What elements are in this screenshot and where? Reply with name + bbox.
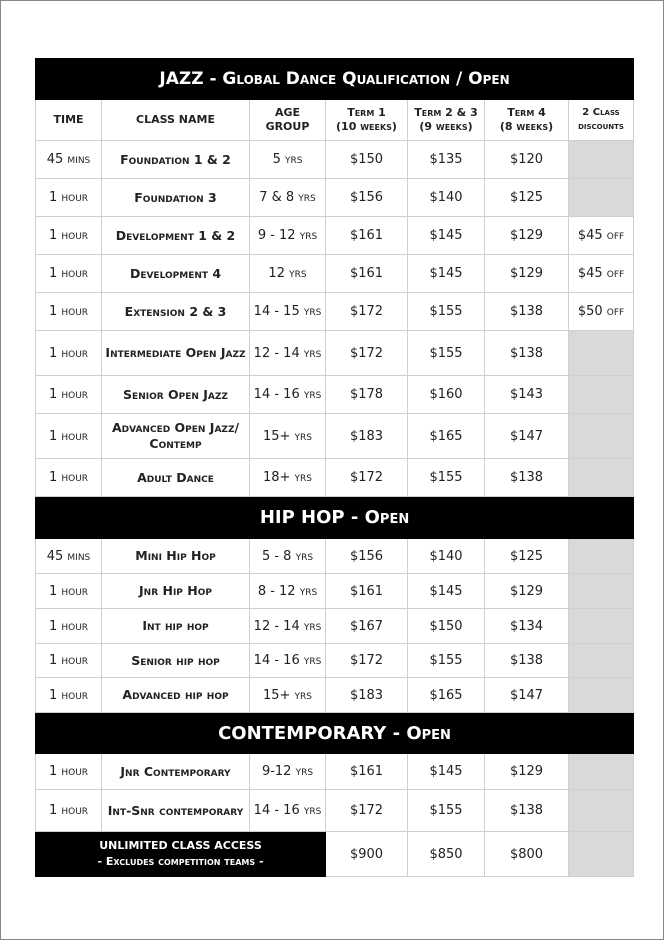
discount-value: $50 off	[569, 293, 634, 331]
class-row	[36, 414, 634, 459]
price-term1: $183	[326, 678, 408, 713]
unlimited-label-cell	[36, 832, 326, 877]
price-term1: $172	[326, 331, 408, 376]
class-row	[36, 293, 634, 331]
price-term23: $155	[408, 331, 485, 376]
price-term1: $183	[326, 414, 408, 459]
discount-empty	[569, 539, 634, 574]
header-term4-label: Term 4	[507, 106, 546, 119]
jazz-section-header	[36, 59, 634, 100]
class-name: Foundation 3	[102, 179, 250, 217]
price-term23: $165	[408, 678, 485, 713]
price-term1: $161	[326, 217, 408, 255]
class-name: Advanced Open Jazz/ Contemp	[102, 414, 250, 459]
price-term23: $155	[408, 790, 485, 832]
header-term23-label: Term 2 & 3	[414, 106, 478, 119]
class-name: Development 4	[102, 255, 250, 293]
class-time: 1 hour	[36, 331, 102, 376]
price-term23: $150	[408, 609, 485, 644]
class-row	[36, 574, 634, 609]
discount-empty	[569, 754, 634, 790]
price-term1: $172	[326, 644, 408, 678]
class-time: 1 hour	[36, 414, 102, 459]
class-name: Foundation 1 & 2	[102, 141, 250, 179]
unlimited-label: UNLIMITED CLASS ACCESS	[99, 839, 262, 852]
class-row	[36, 217, 634, 255]
unlimited-note: - Excludes competition teams -	[97, 855, 264, 868]
discount-empty	[569, 832, 634, 877]
discount-empty	[569, 574, 634, 609]
price-term4: $143	[485, 376, 569, 414]
class-time: 1 hour	[36, 574, 102, 609]
class-time: 1 hour	[36, 754, 102, 790]
price-term23: $145	[408, 754, 485, 790]
price-term23: $145	[408, 217, 485, 255]
class-age-group: 18+ yrs	[250, 459, 326, 497]
discount-empty	[569, 414, 634, 459]
class-time: 45 mins	[36, 539, 102, 574]
class-row	[36, 141, 634, 179]
unlimited-term4: $800	[485, 832, 569, 877]
header-discounts-label: 2 Class	[582, 107, 620, 118]
price-term1: $161	[326, 574, 408, 609]
class-time: 1 hour	[36, 293, 102, 331]
price-term4: $129	[485, 754, 569, 790]
header-class-name: CLASS NAME	[102, 100, 250, 141]
class-time: 1 hour	[36, 609, 102, 644]
price-term23: $145	[408, 574, 485, 609]
class-age-group: 14 - 16 yrs	[250, 644, 326, 678]
price-term1: $167	[326, 609, 408, 644]
class-row	[36, 459, 634, 497]
class-name: Int hip hop	[102, 609, 250, 644]
class-row	[36, 539, 634, 574]
price-term4: $147	[485, 414, 569, 459]
discount-empty	[569, 790, 634, 832]
price-term1: $172	[326, 293, 408, 331]
price-term4: $138	[485, 459, 569, 497]
price-term1: $161	[326, 754, 408, 790]
price-term4: $125	[485, 179, 569, 217]
class-row	[36, 644, 634, 678]
class-age-group: 9-12 yrs	[250, 754, 326, 790]
header-term4	[485, 100, 569, 141]
jazz-title: JAZZ - Global Dance Qualification / Open	[36, 59, 634, 100]
class-name: Jnr Contemporary	[102, 754, 250, 790]
class-time: 45 mins	[36, 141, 102, 179]
discount-empty	[569, 141, 634, 179]
class-name: Adult Dance	[102, 459, 250, 497]
price-term4: $129	[485, 574, 569, 609]
price-term4: $125	[485, 539, 569, 574]
class-age-group: 12 - 14 yrs	[250, 609, 326, 644]
class-name: Jnr Hip Hop	[102, 574, 250, 609]
class-time: 1 hour	[36, 644, 102, 678]
price-term23: $165	[408, 414, 485, 459]
price-term23: $140	[408, 539, 485, 574]
price-term1: $161	[326, 255, 408, 293]
class-age-group: 14 - 16 yrs	[250, 376, 326, 414]
discount-empty	[569, 459, 634, 497]
class-row	[36, 754, 634, 790]
class-name: Int-Snr contemporary	[102, 790, 250, 832]
class-row	[36, 609, 634, 644]
class-age-group: 15+ yrs	[250, 414, 326, 459]
price-term1: $172	[326, 459, 408, 497]
class-age-group: 15+ yrs	[250, 678, 326, 713]
header-term23-weeks: (9 weeks)	[419, 120, 473, 133]
price-term4: $134	[485, 609, 569, 644]
class-time: 1 hour	[36, 678, 102, 713]
class-time: 1 hour	[36, 255, 102, 293]
price-term23: $145	[408, 255, 485, 293]
class-row	[36, 376, 634, 414]
header-age-group: AGE GROUP	[250, 100, 326, 141]
class-name: Extension 2 & 3	[102, 293, 250, 331]
price-term1: $178	[326, 376, 408, 414]
class-row	[36, 790, 634, 832]
class-row	[36, 331, 634, 376]
class-row	[36, 179, 634, 217]
price-term1: $156	[326, 179, 408, 217]
class-age-group: 5 - 8 yrs	[250, 539, 326, 574]
hiphop-section-title: HIP HOP - Open	[36, 497, 634, 539]
column-header-row	[36, 100, 634, 141]
class-time: 1 hour	[36, 217, 102, 255]
discount-empty	[569, 678, 634, 713]
price-term23: $155	[408, 293, 485, 331]
price-term4: $147	[485, 678, 569, 713]
hiphop-section-header	[36, 497, 634, 539]
price-term23: $160	[408, 376, 485, 414]
price-term23: $155	[408, 644, 485, 678]
header-term23	[408, 100, 485, 141]
price-term4: $129	[485, 255, 569, 293]
header-term1-weeks: (10 weeks)	[336, 120, 397, 133]
class-age-group: 9 - 12 yrs	[250, 217, 326, 255]
class-age-group: 5 yrs	[250, 141, 326, 179]
class-age-group: 14 - 16 yrs	[250, 790, 326, 832]
discount-empty	[569, 179, 634, 217]
discount-value: $45 off	[569, 217, 634, 255]
price-term4: $138	[485, 644, 569, 678]
header-discounts	[569, 100, 634, 141]
class-time: 1 hour	[36, 790, 102, 832]
discount-empty	[569, 376, 634, 414]
price-term4: $129	[485, 217, 569, 255]
class-name: Intermediate Open Jazz	[102, 331, 250, 376]
discount-empty	[569, 644, 634, 678]
class-name: Senior Open Jazz	[102, 376, 250, 414]
unlimited-row	[36, 832, 634, 877]
price-term4: $138	[485, 293, 569, 331]
price-term1: $150	[326, 141, 408, 179]
header-term4-weeks: (8 weeks)	[499, 120, 554, 133]
class-time: 1 hour	[36, 376, 102, 414]
contemporary-section-header	[36, 713, 634, 754]
price-term23: $135	[408, 141, 485, 179]
unlimited-term23: $850	[408, 832, 485, 877]
class-age-group: 14 - 15 yrs	[250, 293, 326, 331]
class-time: 1 hour	[36, 179, 102, 217]
discount-empty	[569, 331, 634, 376]
discount-value: $45 off	[569, 255, 634, 293]
class-age-group: 8 - 12 yrs	[250, 574, 326, 609]
price-term1: $156	[326, 539, 408, 574]
price-term4: $120	[485, 141, 569, 179]
price-table	[35, 58, 634, 877]
class-row	[36, 255, 634, 293]
class-row	[36, 678, 634, 713]
contemporary-section-title: CONTEMPORARY - Open	[36, 713, 634, 754]
class-name: Senior hip hop	[102, 644, 250, 678]
discount-empty	[569, 609, 634, 644]
price-term23: $155	[408, 459, 485, 497]
class-name: Mini Hip Hop	[102, 539, 250, 574]
header-time: TIME	[36, 100, 102, 141]
price-term1: $172	[326, 790, 408, 832]
price-term4: $138	[485, 790, 569, 832]
header-term1	[326, 100, 408, 141]
unlimited-term1: $900	[326, 832, 408, 877]
class-name: Development 1 & 2	[102, 217, 250, 255]
class-time: 1 hour	[36, 459, 102, 497]
class-age-group: 12 yrs	[250, 255, 326, 293]
header-term1-label: Term 1	[347, 106, 386, 119]
price-term4: $138	[485, 331, 569, 376]
class-age-group: 7 & 8 yrs	[250, 179, 326, 217]
class-name: Advanced hip hop	[102, 678, 250, 713]
class-age-group: 12 - 14 yrs	[250, 331, 326, 376]
header-discounts-sub: discounts	[578, 121, 624, 132]
price-term23: $140	[408, 179, 485, 217]
